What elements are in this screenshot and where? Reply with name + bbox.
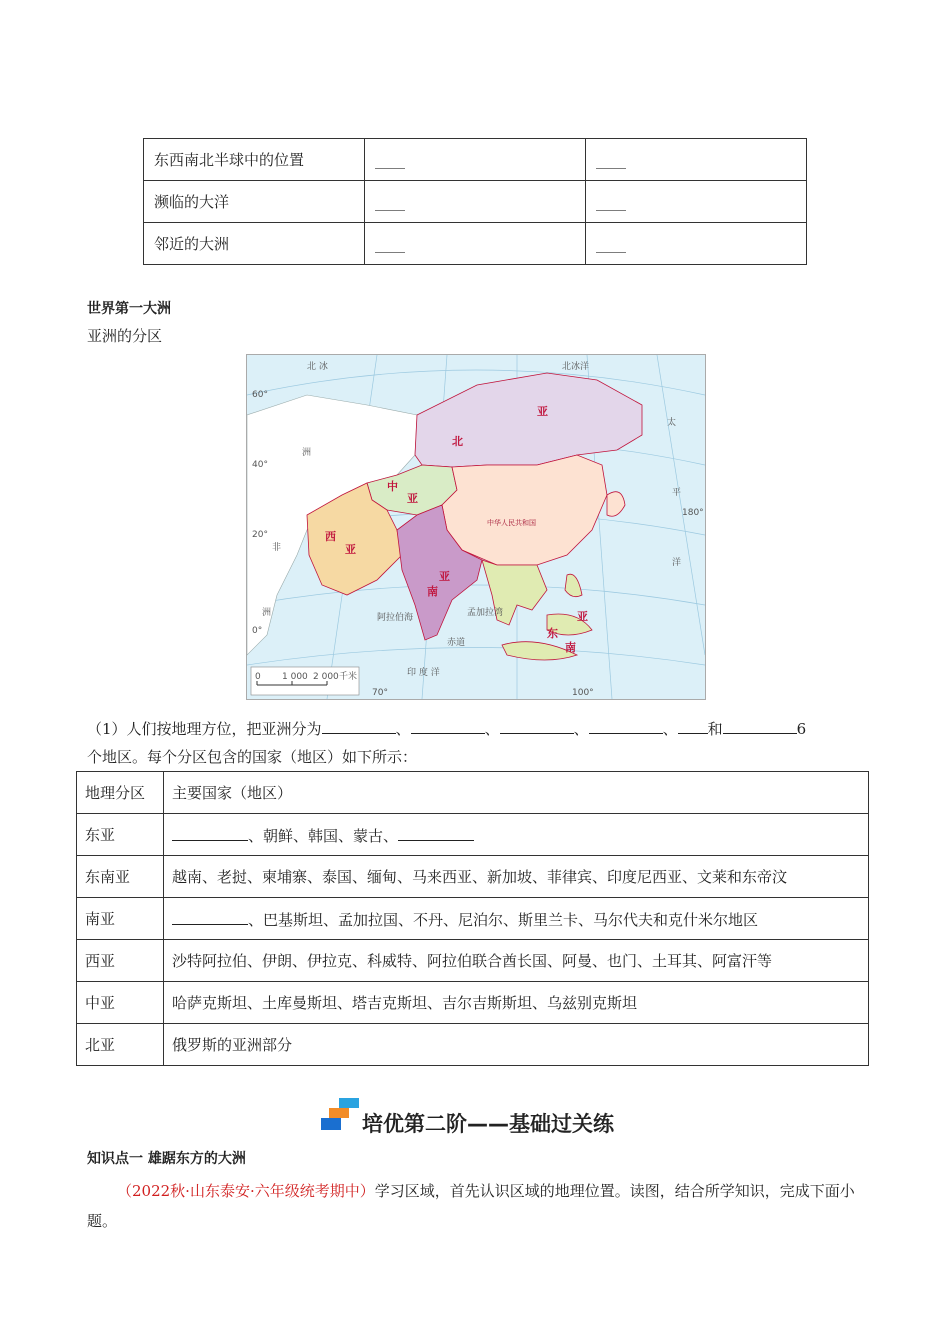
region-name: 南亚 <box>77 898 164 940</box>
lon-label: 180° <box>682 508 704 518</box>
hemisphere-table <box>143 138 807 265</box>
question-intro <box>87 1176 867 1236</box>
answer-blank: ____ <box>365 139 586 181</box>
map-label: 非 <box>272 543 282 553</box>
section-title: 世界第一大洲 <box>87 301 171 317</box>
region-label: 南 <box>565 641 576 654</box>
map-label: 洲 <box>302 448 312 458</box>
country-label: 中华人民共和国 <box>487 519 536 527</box>
region-name: 东亚 <box>77 814 164 856</box>
lat-label: 60° <box>252 390 268 400</box>
region-countries: 越南、老挝、柬埔寨、泰国、缅甸、马来西亚、新加坡、菲律宾、印度尼西亚、文莱和东帝汶 <box>164 856 869 898</box>
separator: 、 <box>395 720 411 738</box>
map-label: 阿拉伯海 <box>377 613 414 623</box>
question-line2: 个地区。每个分区包含的国家（地区）如下所示： <box>87 748 418 766</box>
stage-logo-icon <box>321 1098 361 1132</box>
map-label: 洲 <box>262 608 272 618</box>
table-row <box>144 223 807 265</box>
region-name: 北亚 <box>77 1024 164 1066</box>
region-label: 西 <box>325 530 336 543</box>
region-countries: 俄罗斯的亚洲部分 <box>164 1024 869 1066</box>
knowledge-point-title: 知识点一 雄踞东方的大洲 <box>87 1151 246 1167</box>
row-label: 邻近的大洲 <box>144 223 365 265</box>
answer-blank[interactable] <box>322 717 396 734</box>
region-label: 亚 <box>407 492 418 505</box>
region-name: 西亚 <box>77 940 164 982</box>
answer-blank: ____ <box>586 223 807 265</box>
table-row <box>77 982 869 1024</box>
table-row <box>77 898 869 940</box>
region-label: 南 <box>427 585 438 598</box>
region-countries: 哈萨克斯坦、土库曼斯坦、塔吉克斯坦、吉尔吉斯斯坦、乌兹别克斯坦 <box>164 982 869 1024</box>
scale-unit: 千米 <box>339 672 358 682</box>
answer-blank[interactable] <box>172 824 248 841</box>
separator: 、 <box>484 720 500 738</box>
question-1 <box>87 715 867 771</box>
region-label: 亚 <box>577 610 588 623</box>
map-svg <box>247 355 705 699</box>
region-countries <box>164 898 869 940</box>
map-label: 平 <box>672 488 682 498</box>
table-row <box>77 856 869 898</box>
stage-title: 培优第二阶——基础过关练 <box>362 1112 614 1136</box>
map-label: 孟加拉湾 <box>467 608 504 618</box>
answer-blank[interactable] <box>411 717 485 734</box>
map-label: 北 冰 <box>307 362 328 372</box>
asia-regions-map <box>246 354 706 700</box>
exam-source: （2022秋·山东泰安·六年级统考期中） <box>117 1182 375 1200</box>
scale-label: 0 <box>255 672 261 682</box>
lat-label: 40° <box>252 460 268 470</box>
answer-blank: ____ <box>365 181 586 223</box>
answer-blank: ____ <box>586 139 807 181</box>
answer-blank: ____ <box>365 223 586 265</box>
region-label: 亚 <box>345 543 356 556</box>
table-row <box>77 940 869 982</box>
region-countries: 沙特阿拉伯、伊朗、伊拉克、科威特、阿拉伯联合酋长国、阿曼、也门、土耳其、阿富汗等 <box>164 940 869 982</box>
table-row <box>77 1024 869 1066</box>
question-text: 学习区域，首先认识区域的地理位置。读图，结合所学知识，完成下面小题。 <box>87 1182 855 1230</box>
conjunction: 和 <box>707 720 723 738</box>
section-subtitle: 亚洲的分区 <box>87 327 163 345</box>
header-cell: 地理分区 <box>77 772 164 814</box>
north-asia-region <box>415 373 642 467</box>
table-row <box>144 181 807 223</box>
region-label: 亚 <box>537 405 548 418</box>
answer-blank[interactable] <box>678 717 708 734</box>
answer-blank: ____ <box>586 181 807 223</box>
scale-label: 1 000 <box>282 672 308 682</box>
answer-blank[interactable] <box>398 824 474 841</box>
scale-label: 2 000 <box>313 672 339 682</box>
countries-text: 、朝鲜、韩国、蒙古、 <box>248 826 399 845</box>
lon-label: 70° <box>372 688 388 698</box>
equator-label: 赤道 <box>447 638 466 648</box>
region-label: 亚 <box>439 570 450 583</box>
answer-blank[interactable] <box>500 717 574 734</box>
header-cell: 主要国家（地区） <box>164 772 869 814</box>
separator: 、 <box>662 720 678 738</box>
region-count: 6 <box>796 720 807 738</box>
answer-blank[interactable] <box>172 908 248 925</box>
region-label: 北 <box>452 435 463 448</box>
row-label: 东西南北半球中的位置 <box>144 139 365 181</box>
map-label: 北冰洋 <box>562 362 590 372</box>
region-countries <box>164 814 869 856</box>
separator: 、 <box>573 720 589 738</box>
region-table <box>76 771 869 1066</box>
east-asia-region <box>442 455 607 565</box>
map-label: 太 <box>667 418 677 428</box>
japan-island <box>607 492 625 517</box>
map-label: 洋 <box>672 558 682 568</box>
map-label: 印 度 洋 <box>407 668 440 678</box>
countries-text: 、巴基斯坦、孟加拉国、不丹、尼泊尔、斯里兰卡、马尔代夫和克什米尔地区 <box>248 910 759 929</box>
region-label: 中 <box>387 480 398 493</box>
region-name: 东南亚 <box>77 856 164 898</box>
region-label: 东 <box>547 627 558 640</box>
row-label: 濒临的大洋 <box>144 181 365 223</box>
table-row <box>77 814 869 856</box>
table-row <box>144 139 807 181</box>
scale-bar <box>251 667 359 695</box>
answer-blank[interactable] <box>723 717 797 734</box>
region-name: 中亚 <box>77 982 164 1024</box>
lon-label: 100° <box>572 688 594 698</box>
lat-label: 0° <box>252 626 263 636</box>
lat-label: 20° <box>252 530 268 540</box>
table-header-row <box>77 772 869 814</box>
question-prefix: （1）人们按地理方位，把亚洲分为 <box>87 720 322 738</box>
answer-blank[interactable] <box>589 717 663 734</box>
